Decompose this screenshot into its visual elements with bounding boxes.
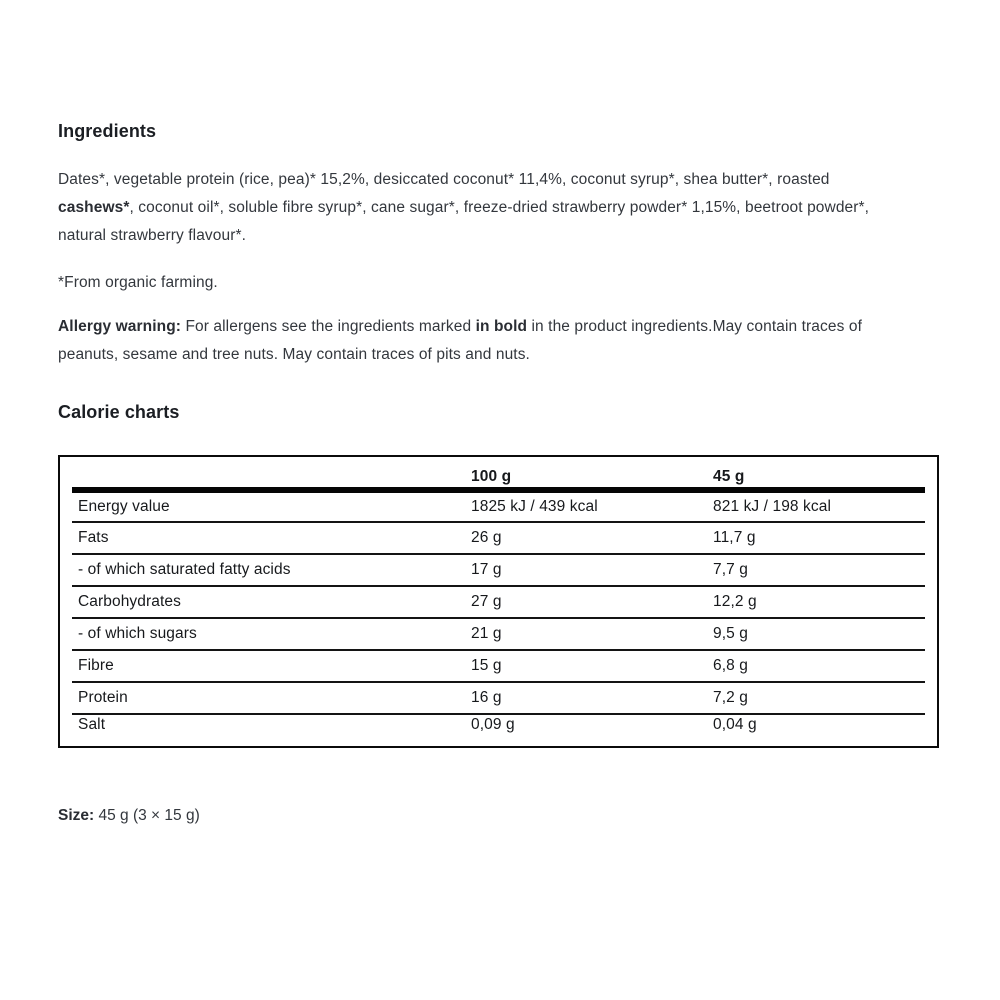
header-45g: 45 g [713, 457, 925, 490]
value-100g: 15 g [471, 650, 713, 682]
nutrient-label: Salt [78, 716, 106, 733]
value-45g: 12,2 g [713, 586, 925, 618]
nutrient-label: Protein [72, 682, 471, 714]
nutrient-label: - of which sugars [72, 618, 471, 650]
value-45g: 821 kJ / 198 kcal [713, 490, 925, 522]
nutrient-label: Energy value [72, 490, 471, 522]
organic-farming-note: *From organic farming. [58, 274, 218, 291]
table-row [72, 618, 925, 650]
value-45g: 0,04 g [713, 716, 757, 733]
calorie-charts-heading: Calorie charts [58, 402, 180, 422]
value-45g: 6,8 g [713, 650, 925, 682]
table-row [72, 714, 925, 746]
nutrition-table-grid [72, 457, 925, 746]
header-100g: 100 g [471, 457, 713, 490]
text-segment: Allergy warning: [58, 318, 182, 335]
value-100g: 0,09 g [471, 716, 515, 733]
ingredients-text [58, 166, 941, 250]
value-45g: 7,2 g [713, 682, 925, 714]
value-100g: 27 g [471, 586, 713, 618]
value-45g: 9,5 g [713, 618, 925, 650]
size-value: 45 g (3 × 15 g) [94, 807, 200, 824]
nutrition-table-body [72, 490, 925, 746]
size-label: Size: [58, 807, 95, 824]
table-header-row [72, 457, 925, 490]
ingredients-heading: Ingredients [58, 121, 157, 141]
header-empty-cell [72, 457, 471, 490]
nutrient-label: - of which saturated fatty acids [72, 554, 471, 586]
table-row [72, 586, 925, 618]
table-row [72, 490, 925, 522]
value-100g: 21 g [471, 618, 713, 650]
text-segment: natural strawberry flavour*. [58, 227, 247, 244]
text-segment: For allergens see the ingredients marked [181, 318, 476, 335]
value-100g: 17 g [471, 554, 713, 586]
nutrient-label: Fibre [72, 650, 471, 682]
table-row [72, 650, 925, 682]
value-100g: 26 g [471, 522, 713, 554]
table-row [72, 554, 925, 586]
table-row [72, 682, 925, 714]
text-segment: , coconut oil*, soluble fibre syrup*, cane sugar*, freeze-dried strawberry powder* 1,15%, beetroot powder*, [129, 199, 870, 216]
nutrient-label: Carbohydrates [72, 586, 471, 618]
nutrient-label: Fats [72, 522, 471, 554]
text-segment: in the product ingredients.May contain traces of [527, 318, 862, 335]
value-45g: 7,7 g [713, 554, 925, 586]
value-100g: 1825 kJ / 439 kcal [471, 490, 713, 522]
text-segment: cashews* [58, 199, 130, 216]
value-100g: 16 g [471, 682, 713, 714]
text-segment: Dates*, vegetable protein (rice, pea)* 15,2%, desiccated coconut* 11,4%, coconut syrup*, shea butter*, roasted [58, 171, 830, 188]
text-segment: peanuts, sesame and tree nuts. May contain traces of pits and nuts. [58, 346, 530, 363]
table-row [72, 522, 925, 554]
text-segment: in bold [475, 318, 528, 335]
size-info [58, 802, 941, 830]
allergy-warning-text [58, 313, 941, 369]
value-45g: 11,7 g [713, 522, 925, 554]
nutrition-table [58, 455, 939, 748]
